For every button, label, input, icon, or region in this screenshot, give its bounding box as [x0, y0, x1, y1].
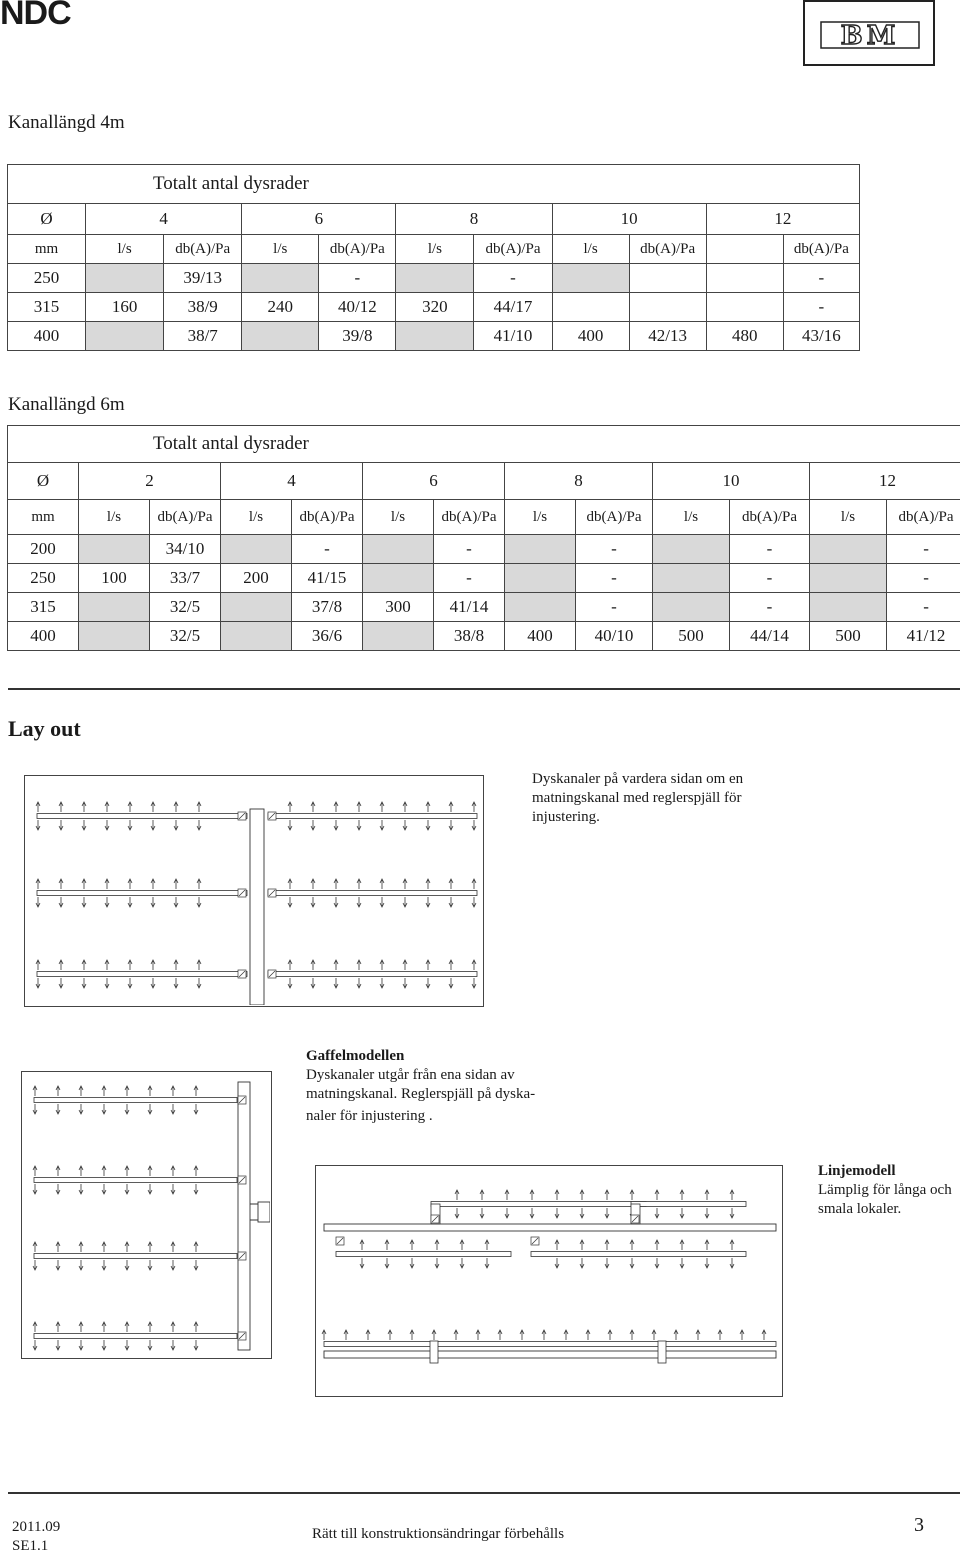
table-cell: [552, 293, 629, 322]
table-cell: -: [576, 564, 653, 593]
table-cell: db(A)/Pa: [150, 500, 221, 535]
count-row: [8, 463, 960, 500]
table-cell: l/s: [810, 500, 887, 535]
table-cell: 480: [706, 322, 783, 351]
table-cell: 44/17: [474, 293, 552, 322]
table-cell: [810, 593, 887, 622]
nozzle-duct: [34, 1254, 237, 1259]
table-cell: [363, 535, 434, 564]
table-cell: [653, 593, 730, 622]
table-cell: 37/8: [292, 593, 363, 622]
count-cell: 8: [396, 204, 552, 235]
table-cell: [505, 564, 576, 593]
table-cell: 400: [505, 622, 576, 651]
nozzle-duct: [631, 1202, 746, 1207]
table-cell: 38/8: [434, 622, 505, 651]
table-cell: [505, 593, 576, 622]
line-model-desc: Lämplig för långa och smala lokaler.: [818, 1181, 960, 1219]
count-row: [8, 204, 860, 235]
table-cell: [396, 322, 474, 351]
table-cell: [810, 535, 887, 564]
table-cell: -: [319, 264, 396, 293]
nozzle-duct: [336, 1252, 511, 1257]
table-cell: -: [474, 264, 552, 293]
nozzle-duct: [37, 891, 247, 896]
table-cell: -: [887, 593, 960, 622]
airflow-table-6m: [7, 425, 960, 651]
table-cell: [86, 322, 164, 351]
svg-text:BM: BM: [841, 21, 900, 51]
table-cell: 38/9: [164, 293, 242, 322]
table-cell: [221, 622, 292, 651]
table-cell: 40/12: [319, 293, 396, 322]
nozzle-duct: [34, 1334, 237, 1339]
table-cell: [653, 564, 730, 593]
table-cell: 320: [396, 293, 474, 322]
table-cell: db(A)/Pa: [319, 235, 396, 264]
nozzle-duct: [37, 972, 247, 977]
count-cell: 12: [706, 204, 859, 235]
table-cell: 42/13: [629, 322, 706, 351]
footer-divider: [8, 1492, 960, 1494]
table-cell: 41/14: [434, 593, 505, 622]
table-cell: 43/16: [783, 322, 859, 351]
table-cell: l/s: [221, 500, 292, 535]
table-cell: [706, 293, 783, 322]
table-cell: -: [434, 535, 505, 564]
count-cell: 2: [79, 463, 221, 500]
document-title: NDC: [0, 0, 71, 33]
row-label-cell: 315: [8, 293, 86, 322]
table-cell: [86, 264, 164, 293]
table-cell: 36/6: [292, 622, 363, 651]
section-heading-4m: Kanallängd 4m: [8, 112, 125, 134]
table-cell: -: [783, 264, 859, 293]
count-cell: 4: [221, 463, 363, 500]
table-cell: db(A)/Pa: [292, 500, 363, 535]
row-label-cell: mm: [8, 500, 79, 535]
table-cell: -: [434, 564, 505, 593]
table-cell: db(A)/Pa: [434, 500, 505, 535]
table-cell: [396, 264, 474, 293]
supply-duct: [250, 809, 264, 1005]
nozzle-duct: [268, 891, 477, 896]
supply-duct-lower: [324, 1351, 776, 1358]
nozzle-duct: [324, 1342, 776, 1347]
table-cell: 39/8: [319, 322, 396, 351]
table-row: [8, 322, 860, 351]
supply-duct-upper: [324, 1224, 776, 1231]
table-cell: [221, 593, 292, 622]
bm-logo: [803, 0, 935, 66]
nozzle-duct: [268, 814, 477, 819]
row-label-cell: 315: [8, 593, 79, 622]
table-cell: 500: [653, 622, 730, 651]
table-cell: 400: [552, 322, 629, 351]
row-label-cell: 250: [8, 264, 86, 293]
table-cell: -: [730, 593, 810, 622]
table-cell: db(A)/Pa: [576, 500, 653, 535]
table-cell: [706, 264, 783, 293]
table-cell: 500: [810, 622, 887, 651]
nozzle-duct: [34, 1178, 237, 1183]
table-cell: l/s: [86, 235, 164, 264]
supply-duct: [238, 1082, 250, 1350]
table-cell: l/s: [505, 500, 576, 535]
branch-riser: [430, 1341, 438, 1363]
table-cell: [505, 535, 576, 564]
layout-description: Dyskanaler på vardera sidan om en matningskanal med reglerspjäll för injustering.: [532, 770, 772, 827]
table-cell: -: [783, 293, 859, 322]
table-cell: -: [576, 535, 653, 564]
count-cell: 10: [653, 463, 810, 500]
layout-heading: Lay out: [8, 716, 81, 742]
footer-date: 2011.09: [12, 1518, 60, 1537]
table-cell: 39/13: [164, 264, 242, 293]
table-cell: [629, 293, 706, 322]
table-cell: 100: [79, 564, 150, 593]
count-cell: 6: [363, 463, 505, 500]
nozzle-duct: [431, 1202, 646, 1207]
table-cell: [221, 535, 292, 564]
table-cell: -: [887, 564, 960, 593]
table-cell: [653, 535, 730, 564]
table-caption: Totalt antal dysrader: [8, 165, 860, 204]
table-cell: [242, 264, 319, 293]
row-label-cell: mm: [8, 235, 86, 264]
section-divider: [8, 688, 960, 690]
airflow-table-4m: [7, 164, 860, 351]
table-cell: [79, 622, 150, 651]
table-cell: 41/12: [887, 622, 960, 651]
table-cell: [629, 264, 706, 293]
supply-inlet: [258, 1202, 270, 1222]
table-cell: l/s: [79, 500, 150, 535]
table-cell: l/s: [653, 500, 730, 535]
table-cell: [79, 535, 150, 564]
table-cell: l/s: [396, 235, 474, 264]
layout-diagram-fork: [21, 1071, 272, 1359]
table-cell: l/s: [242, 235, 319, 264]
layout-diagram-line: [315, 1165, 783, 1397]
table-cell: l/s: [363, 500, 434, 535]
table-row: [8, 564, 960, 593]
table-cell: [363, 564, 434, 593]
unit-row: [8, 500, 960, 535]
inlet-connector: [250, 1204, 258, 1220]
table-cell: [810, 564, 887, 593]
count-cell: 6: [242, 204, 396, 235]
table-cell: [242, 322, 319, 351]
layout-diagram-both-sides: [24, 775, 484, 1007]
table-cell: 44/14: [730, 622, 810, 651]
nozzle-duct: [268, 972, 477, 977]
table-cell: db(A)/Pa: [164, 235, 242, 264]
line-model-title: Linjemodell: [818, 1162, 960, 1181]
table-cell: -: [887, 535, 960, 564]
table-row: [8, 593, 960, 622]
table-cell: [79, 593, 150, 622]
table-row: [8, 293, 860, 322]
table-cell: -: [730, 564, 810, 593]
table-cell: 38/7: [164, 322, 242, 351]
fork-model-desc: Dyskanaler utgår från ena sidan av matningskanal. Reglerspjäll på dyska-: [306, 1066, 566, 1104]
table-cell: [552, 264, 629, 293]
table-row: [8, 622, 960, 651]
table-cell: l/s: [552, 235, 629, 264]
table-row: [8, 264, 860, 293]
table-cell: 32/5: [150, 593, 221, 622]
table-cell: [706, 235, 783, 264]
table-cell: 300: [363, 593, 434, 622]
table-cell: 41/10: [474, 322, 552, 351]
section-heading-6m: Kanallängd 6m: [8, 394, 125, 416]
fork-model-desc-2: naler för injustering .: [306, 1107, 566, 1126]
table-cell: 34/10: [150, 535, 221, 564]
table-row: [8, 535, 960, 564]
table-cell: db(A)/Pa: [474, 235, 552, 264]
unit-row: [8, 235, 860, 264]
table-cell: db(A)/Pa: [887, 500, 960, 535]
nozzle-duct: [34, 1098, 237, 1103]
table-cell: 33/7: [150, 564, 221, 593]
table-cell: 240: [242, 293, 319, 322]
count-cell: 10: [552, 204, 706, 235]
line-model-text: [818, 1162, 960, 1219]
count-cell: 12: [810, 463, 960, 500]
table-cell: -: [576, 593, 653, 622]
count-cell: 4: [86, 204, 242, 235]
footer-meta: [12, 1518, 60, 1556]
row-label-cell: 400: [8, 622, 79, 651]
diameter-label: Ø: [8, 463, 79, 500]
table-cell: 32/5: [150, 622, 221, 651]
table-cell: [363, 622, 434, 651]
table-cell: 160: [86, 293, 164, 322]
table-cell: db(A)/Pa: [783, 235, 859, 264]
table-cell: 40/10: [576, 622, 653, 651]
fork-model-title: Gaffelmodellen: [306, 1047, 566, 1066]
table-cell: db(A)/Pa: [629, 235, 706, 264]
nozzle-duct: [37, 814, 247, 819]
page-number: 3: [914, 1514, 924, 1537]
table-cell: -: [292, 535, 363, 564]
nozzle-duct: [531, 1252, 746, 1257]
table-cell: 200: [221, 564, 292, 593]
count-cell: 8: [505, 463, 653, 500]
fork-model-text: [306, 1047, 566, 1126]
row-label-cell: 250: [8, 564, 79, 593]
table-cell: -: [730, 535, 810, 564]
table-cell: 41/15: [292, 564, 363, 593]
table-caption: Totalt antal dysrader: [8, 426, 960, 463]
branch-riser: [658, 1341, 666, 1363]
footer-code: SE1.1: [12, 1537, 60, 1556]
footer-note: Rätt till konstruktionsändringar förbehålls: [312, 1526, 564, 1543]
row-label-cell: 400: [8, 322, 86, 351]
diameter-label: Ø: [8, 204, 86, 235]
row-label-cell: 200: [8, 535, 79, 564]
table-cell: db(A)/Pa: [730, 500, 810, 535]
